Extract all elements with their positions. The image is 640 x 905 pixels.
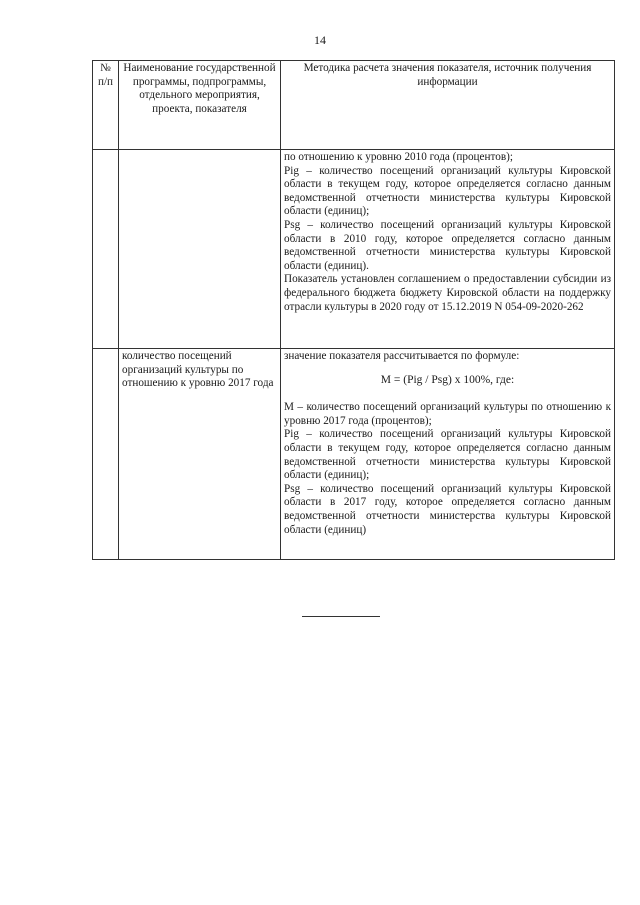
- method-paragraph: Показатель установлен соглашением о предоставлении субсидии из федерального бюджета бюджету Кировской области на поддержку отрасли культуры в 2020 году от 15.12.2019 N 054-09-2020-262: [284, 273, 611, 313]
- header-number: № п/п: [93, 61, 119, 150]
- row-name-cell: [119, 150, 281, 349]
- row-name-cell: количество посещений организаций культуры по отношению к уровню 2017 года: [119, 349, 281, 560]
- table-header-row: [93, 61, 615, 150]
- method-paragraph: Pig – количество посещений организаций культуры Кировской области в текущем году, которое определяется согласно данным ведомственной отчетности министерства культуры Кировской области (единиц);: [284, 164, 611, 218]
- method-intro: значение показателя рассчитывается по формуле:: [284, 350, 520, 362]
- row-number-cell: [93, 349, 119, 560]
- method-paragraph: Psg – количество посещений организаций культуры Кировской области в 2017 году, которое определяется согласно данным ведомственной отчетности министерства культуры Кировской области (единиц): [284, 482, 611, 536]
- formula: M = (Pig / Psg) x 100%, где:: [380, 373, 515, 386]
- method-paragraph: Pig – количество посещений организаций культуры Кировской области в текущем году, которое определяется согласно данным ведомственной отчетности министерства культуры Кировской области (единиц);: [284, 428, 611, 482]
- table-row: [93, 150, 615, 349]
- method-paragraph: по отношению к уровню 2010 года (процентов);: [284, 151, 513, 163]
- row-method-cell: [281, 349, 615, 560]
- indicator-table: [92, 60, 615, 560]
- end-rule: [302, 616, 380, 617]
- header-name: Наименование государственной программы, подпрограммы, отдельного мероприятия, проекта, показателя: [119, 61, 281, 150]
- table-row: [93, 349, 615, 560]
- row-method-cell: [281, 150, 615, 349]
- page-number: 14: [314, 33, 326, 47]
- method-paragraph: Psg – количество посещений организаций культуры Кировской области в 2010 году, которое определяется согласно данным ведомственной отчетности министерства культуры Кировской области (единиц).: [284, 218, 611, 272]
- row-number-cell: [93, 150, 119, 349]
- method-paragraph: M – количество посещений организаций культуры по отношению к уровню 2017 года (процентов);: [284, 401, 611, 427]
- header-method: Методика расчета значения показателя, источник получения информации: [281, 61, 615, 150]
